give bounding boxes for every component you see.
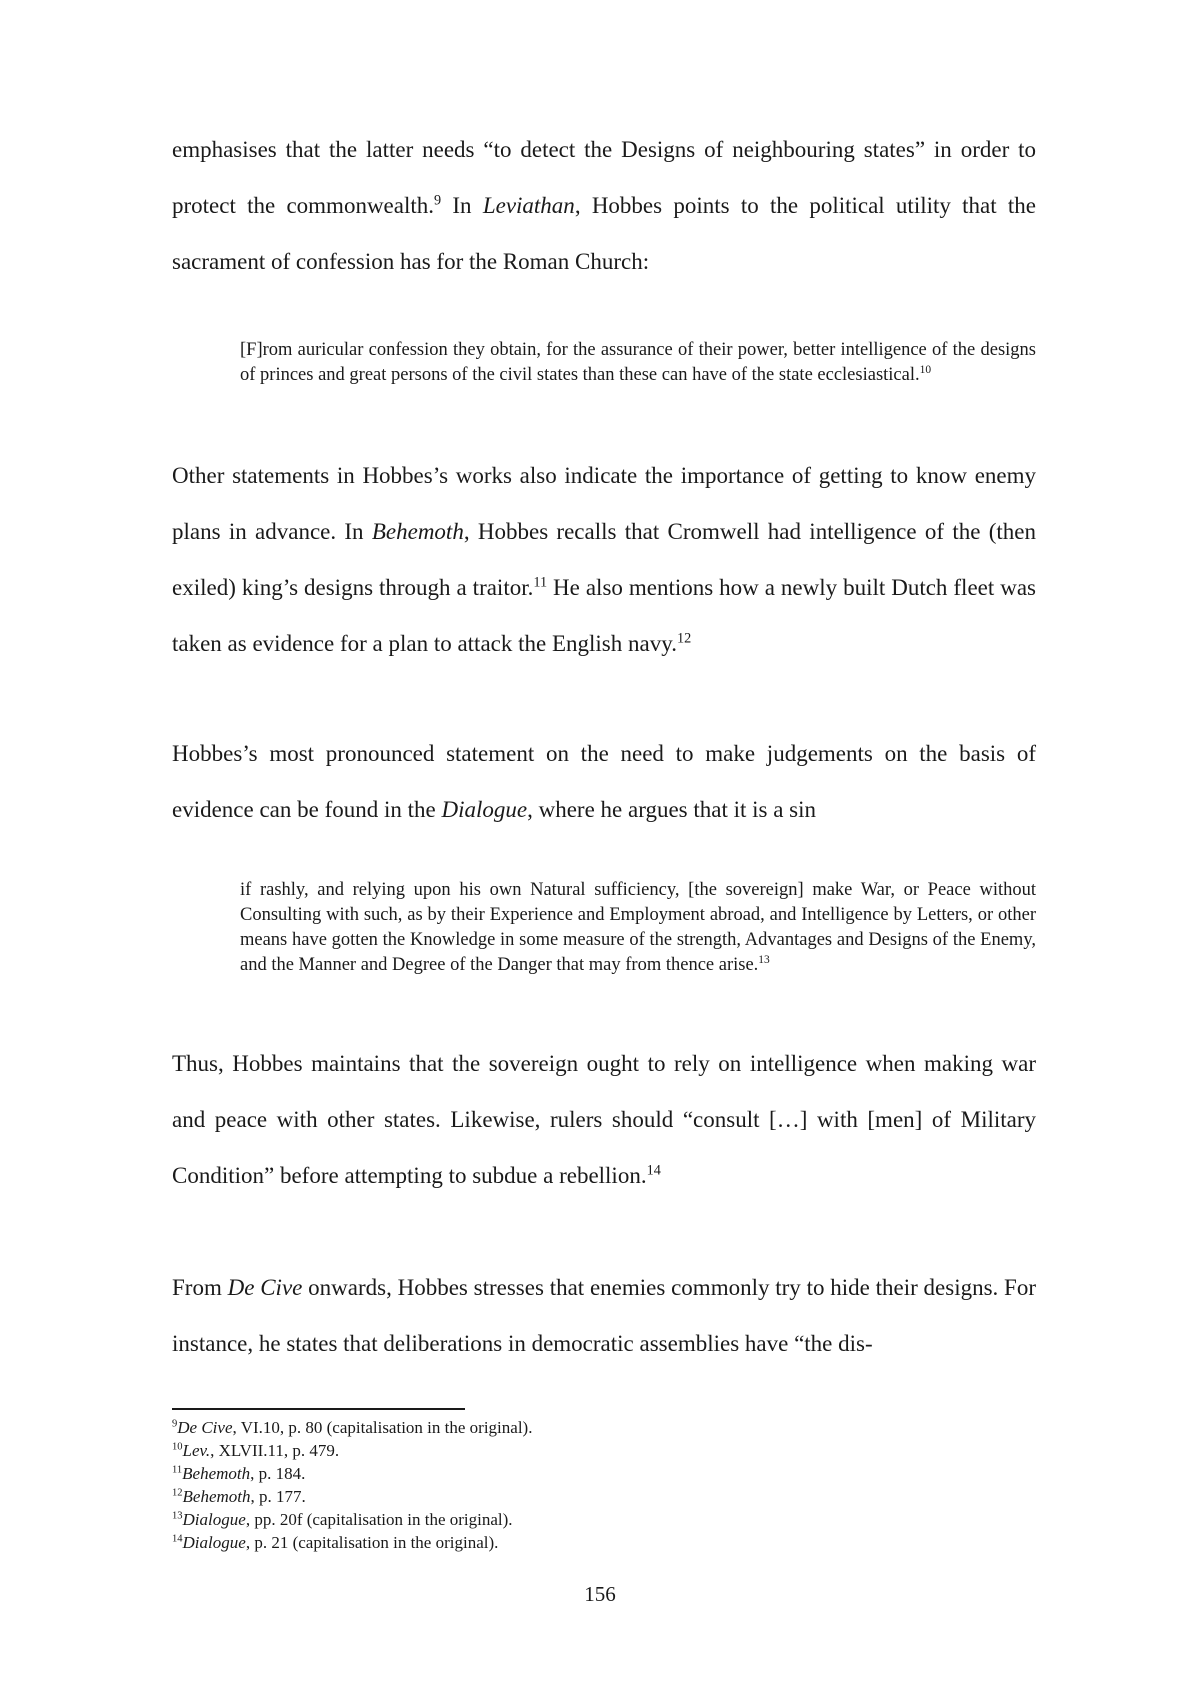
- footnote-11: [172, 1462, 1036, 1485]
- paragraph-3-text-b: , where he argues that it is a sin: [527, 797, 817, 822]
- footnote-text: , VI.10, p. 80 (capitalisation in the original).: [232, 1418, 533, 1437]
- footnote-work-title: Behemoth: [182, 1487, 251, 1506]
- title-de-cive: De Cive: [227, 1275, 303, 1300]
- footnote-text: , pp. 20f (capitalisation in the original).: [245, 1510, 513, 1529]
- block-quote-2-text: if rashly, and relying upon his own Natural sufficiency, [the sovereign] make War, or Peace without Consulting with such, as by their Experience and Employment abroad, and Intelligence by Letters, or other means have gotten the Knowledge in some measure of the strength, Advantages and Designs of the Enemy, and the Manner and Degree of the Danger that may from thence arise.: [240, 880, 1036, 975]
- footnote-text: , p. 21 (capitalisation in the original).: [245, 1533, 499, 1552]
- footnote-13: [172, 1508, 1036, 1531]
- footnote-work-title: De Cive: [177, 1418, 233, 1437]
- footnote-number: 14: [172, 1533, 183, 1545]
- page-number: 156: [584, 1582, 616, 1606]
- paragraph-4-text-a: Thus, Hobbes maintains that the sovereign ought to rely on intelligence when making war and peace with other states. Likewise, rulers should “consult […] with [men] of Military Condition” before attempting to subdue a rebellion.: [172, 1051, 1036, 1188]
- paragraph-5-text-b: onwards, Hobbes stresses that enemies commonly try to hide their designs. For instance, he states that deliberations in democratic assemblies have “the dis-: [172, 1275, 1037, 1356]
- paragraph-2-text-a: Other statements in Hobbes’s works also indicate the importance of getting to know enemy plans in advance. In: [172, 463, 1036, 544]
- footnote-number: 11: [172, 1464, 183, 1476]
- paragraph-2-text-b: , Hobbes recalls that Cromwell had intelligence of the (then exiled) king’s designs through a traitor.: [172, 519, 1036, 600]
- title-dialogue: Dialogue: [441, 797, 528, 822]
- paragraph-1-text-c: , Hobbes points to the political utility that the sacrament of confession has for the Roman Church:: [172, 193, 1036, 274]
- paragraph-2-text-c: He also mentions how a newly built Dutch fleet was taken as evidence for a plan to attack the English navy.: [172, 575, 1036, 656]
- footnote-9: [172, 1416, 1036, 1439]
- footnote-ref-11[interactable]: 11: [533, 574, 548, 591]
- footnote-number: 10: [172, 1441, 183, 1453]
- paragraph-1: [172, 122, 1036, 290]
- footnote-number: 9: [172, 1418, 178, 1430]
- footnote-number: 12: [172, 1487, 183, 1499]
- block-quote-1-text: [F]rom auricular confession they obtain, for the assurance of their power, better intelligence of the designs of princes and great persons of the civil states than these can have of the state ecclesiastical.: [240, 340, 1036, 385]
- footnote-12: [172, 1485, 1036, 1508]
- paragraph-5-text-a: From: [172, 1275, 228, 1300]
- title-behemoth: Behemoth: [371, 519, 464, 544]
- paragraph-1-text-a: emphasises that the latter needs “to detect the Designs of neighbouring states” in order to protect the commonwealth.: [172, 137, 1036, 218]
- paragraph-5: [172, 1260, 1036, 1372]
- footnote-work-title: Lev.: [182, 1441, 211, 1460]
- footnote-14: [172, 1531, 1036, 1554]
- paragraph-2: [172, 448, 1036, 672]
- paragraph-1-text-b: In: [441, 193, 483, 218]
- footnote-work-title: Dialogue: [182, 1533, 246, 1552]
- footnote-10: [172, 1439, 1036, 1462]
- footnote-text: , p. 177.: [250, 1487, 306, 1506]
- footnote-text: , p. 184.: [250, 1464, 306, 1483]
- block-quote-2: [240, 878, 1036, 978]
- paragraph-4: [172, 1036, 1036, 1204]
- paragraph-3-text-a: Hobbes’s most pronounced statement on the need to make judgements on the basis of evidence can be found in the: [172, 741, 1036, 822]
- footnote-ref-10[interactable]: 10: [919, 363, 932, 376]
- footnote-ref-9[interactable]: 9: [434, 192, 442, 209]
- footnote-ref-12[interactable]: 12: [676, 630, 692, 647]
- block-quote-1: [240, 338, 1036, 388]
- footnote-work-title: Dialogue: [182, 1510, 246, 1529]
- paragraph-3: [172, 726, 1036, 838]
- footnote-ref-14[interactable]: 14: [646, 1162, 661, 1179]
- footnotes: [172, 1416, 1036, 1554]
- title-leviathan: Leviathan: [482, 193, 575, 218]
- footnote-ref-13[interactable]: 13: [758, 953, 770, 966]
- footnote-separator: [172, 1408, 465, 1410]
- footnote-work-title: Behemoth: [182, 1464, 251, 1483]
- footnote-text: , XLVII.11, p. 479.: [210, 1441, 340, 1460]
- footnote-number: 13: [172, 1510, 183, 1522]
